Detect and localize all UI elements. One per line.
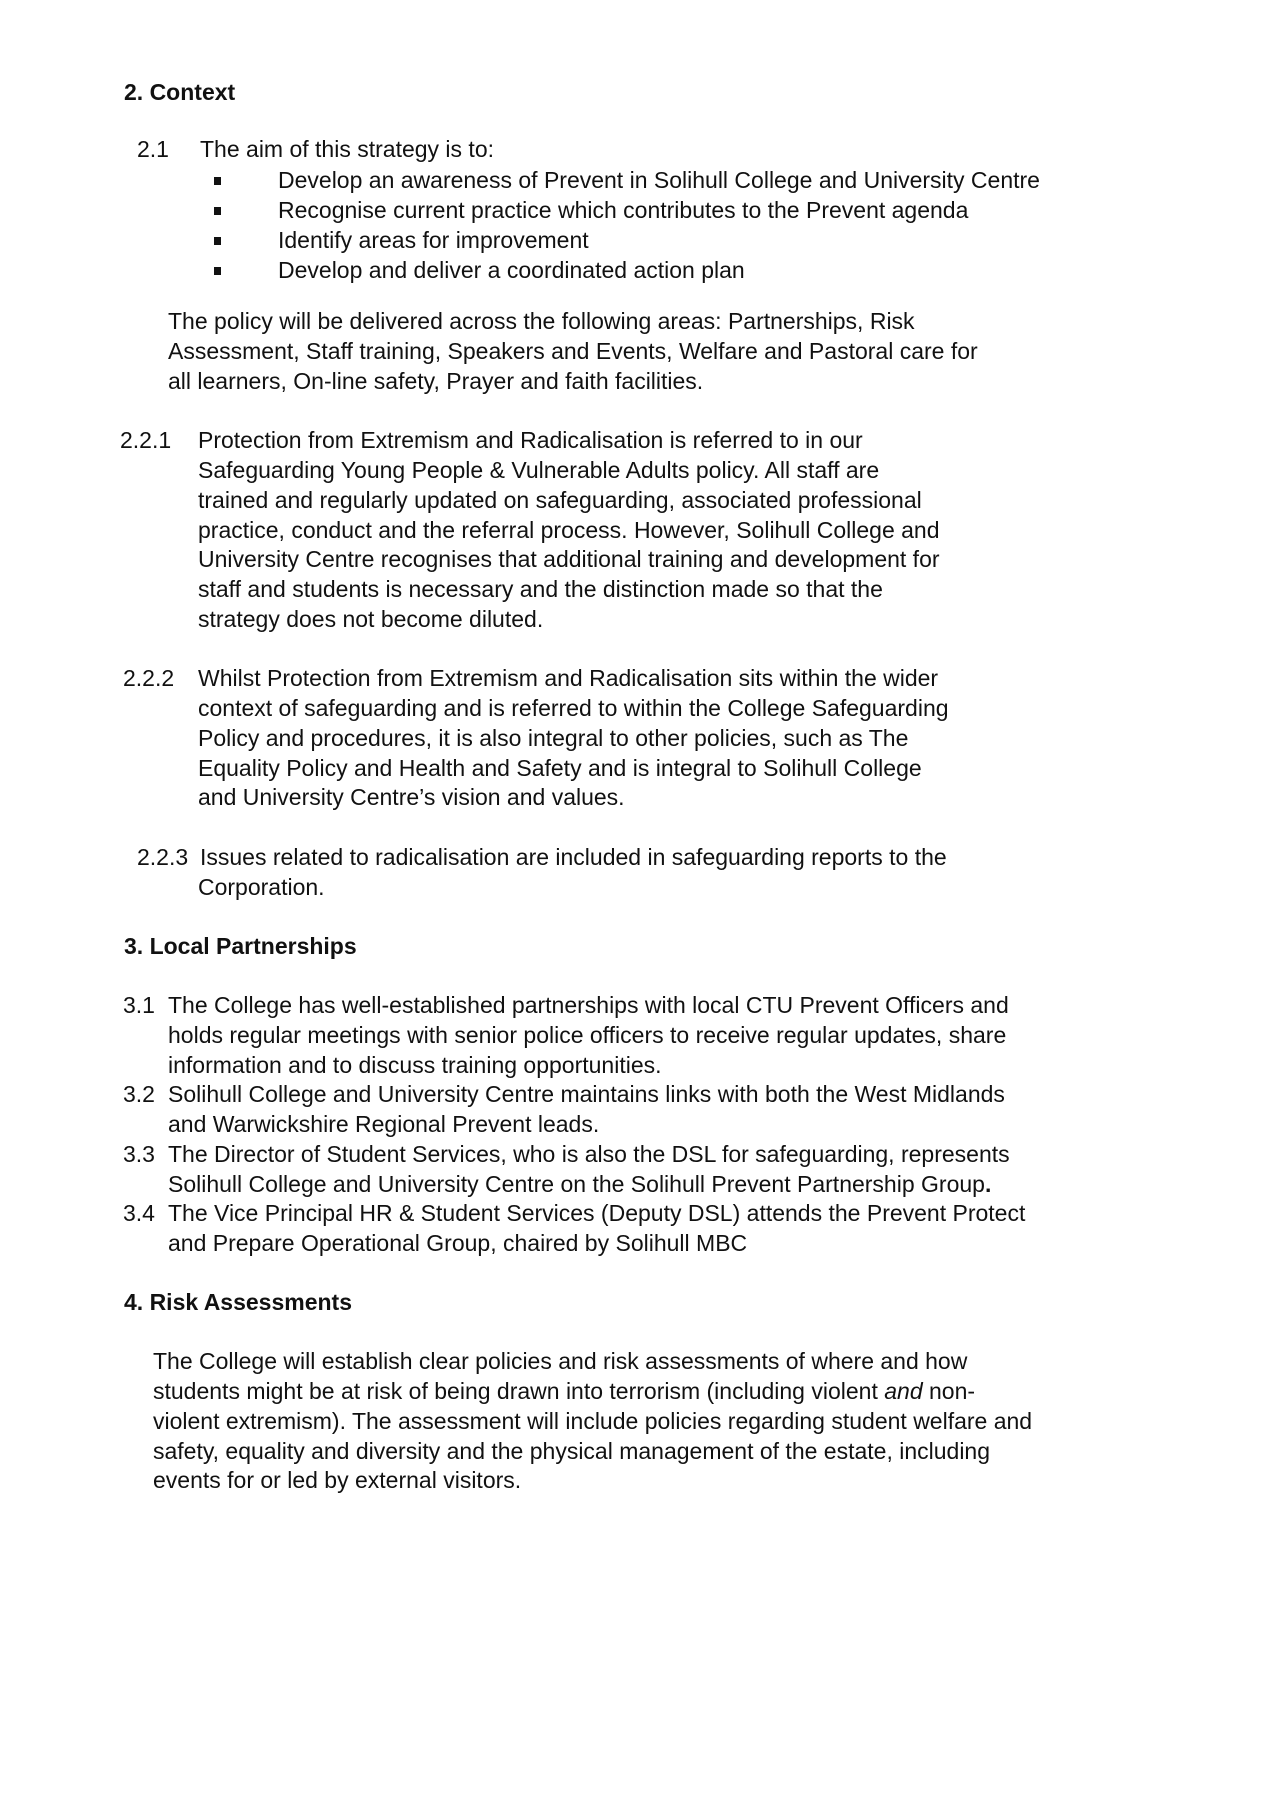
- item-3-1-label: 3.1: [123, 992, 155, 1018]
- item-2-2-3-label: 2.2.3: [137, 844, 189, 870]
- text-line: and University Centre’s vision and values.: [198, 784, 625, 811]
- text-line: The College will establish clear policies and risk assessments of where and how: [153, 1348, 968, 1374]
- text-line: Solihull College and University Centre maintains links with both the West Midlands: [168, 1081, 1005, 1107]
- text-line: strategy does not become diluted.: [198, 606, 544, 633]
- text-line: The College has well-established partnerships with local CTU Prevent Officers and: [168, 992, 1009, 1018]
- text-line: Whilst Protection from Extremism and Radicalisation sits within the wider: [198, 665, 939, 691]
- item-2-2-1-label: 2.2.1: [120, 427, 172, 453]
- text-line: The Vice Principal HR & Student Services (Deputy DSL) attends the Prevent Protect: [168, 1200, 1026, 1226]
- text-line: The Director of Student Services, who is also the DSL for safeguarding, represents: [168, 1141, 1010, 1167]
- text-line: [153, 1377, 1032, 1407]
- text-line: Protection from Extremism and Radicalisation is referred to in our: [198, 427, 863, 453]
- bullet-square-icon: [214, 177, 221, 185]
- text-line: Equality Policy and Health and Safety and is integral to Solihull College: [198, 754, 922, 781]
- text-segment: non-: [922, 1377, 976, 1404]
- text-line: practice, conduct and the referral process. However, Solihull College and: [198, 516, 940, 543]
- bold-period: .: [984, 1170, 992, 1197]
- text-segment: students might be at risk of being drawn into terrorism (including violent: [153, 1377, 885, 1404]
- list-item: Develop an awareness of Prevent in Solihull College and University Centre: [278, 167, 1040, 193]
- text-line: violent extremism). The assessment will include policies regarding student welfare and: [153, 1407, 1033, 1434]
- item-2-2-2-text: [198, 664, 949, 813]
- text-segment: Solihull College and University Centre on the Solihull Prevent Partnership Group: [168, 1170, 985, 1197]
- item-2-2-3-text: [200, 843, 947, 903]
- list-item: Identify areas for improvement: [278, 226, 589, 253]
- item-3-2-text: [168, 1080, 1005, 1140]
- text-line: University Centre recognises that additional training and development for: [198, 546, 940, 573]
- bullet-square-icon: [214, 237, 221, 245]
- section-4-heading: 4. Risk Assessments: [124, 1289, 353, 1315]
- item-3-3-text: [168, 1140, 1010, 1200]
- item-3-3-label: 3.3: [123, 1141, 155, 1167]
- list-item: Develop and deliver a coordinated action plan: [278, 256, 745, 283]
- item-2-2-2-label: 2.2.2: [123, 665, 175, 691]
- text-line: Assessment, Staff training, Speakers and Events, Welfare and Pastoral care for: [168, 337, 978, 364]
- text-line: holds regular meetings with senior police officers to receive regular updates, share: [168, 1021, 1007, 1048]
- text-line: trained and regularly updated on safeguarding, associated professional: [198, 486, 922, 513]
- text-line: staff and students is necessary and the distinction made so that the: [198, 576, 883, 603]
- text-line: Corporation.: [198, 873, 325, 900]
- text-line: context of safeguarding and is referred to within the College Safeguarding: [198, 694, 949, 721]
- bullet-square-icon: [214, 207, 221, 215]
- text-line: Policy and procedures, it is also integral to other policies, such as The: [198, 724, 909, 751]
- text-line: and Warwickshire Regional Prevent leads.: [168, 1110, 600, 1137]
- text-line: Issues related to radicalisation are included in safeguarding reports to the: [200, 844, 947, 870]
- text-line: and Prepare Operational Group, chaired by Solihull MBC: [168, 1229, 748, 1256]
- item-2-1-label: 2.1: [137, 136, 169, 162]
- text-line: information and to discuss training opportunities.: [168, 1051, 662, 1078]
- item-2-1-text: The aim of this strategy is to:: [200, 136, 495, 162]
- text-line: events for or led by external visitors.: [153, 1467, 522, 1494]
- item-3-2-label: 3.2: [123, 1081, 155, 1107]
- item-2-2-1-text: [198, 426, 940, 635]
- bullet-square-icon: [214, 267, 221, 275]
- item-3-4-label: 3.4: [123, 1200, 155, 1226]
- risk-assessment-paragraph: [153, 1347, 1032, 1496]
- text-line: [168, 1170, 1010, 1200]
- list-item: Recognise current practice which contributes to the Prevent agenda: [278, 196, 969, 223]
- section-3-heading: 3. Local Partnerships: [124, 933, 357, 959]
- text-line: safety, equality and diversity and the physical management of the estate, including: [153, 1437, 991, 1464]
- section-2-heading: 2. Context: [124, 79, 236, 105]
- text-line: all learners, On-line safety, Prayer and faith facilities.: [168, 367, 704, 394]
- policy-areas-paragraph: [168, 307, 978, 397]
- text-line: The policy will be delivered across the following areas: Partnerships, Risk: [168, 308, 915, 334]
- item-3-1-text: [168, 991, 1009, 1081]
- item-3-4-text: [168, 1199, 1025, 1259]
- italic-emphasis: and: [884, 1377, 923, 1404]
- text-line: Safeguarding Young People & Vulnerable Adults policy. All staff are: [198, 456, 880, 483]
